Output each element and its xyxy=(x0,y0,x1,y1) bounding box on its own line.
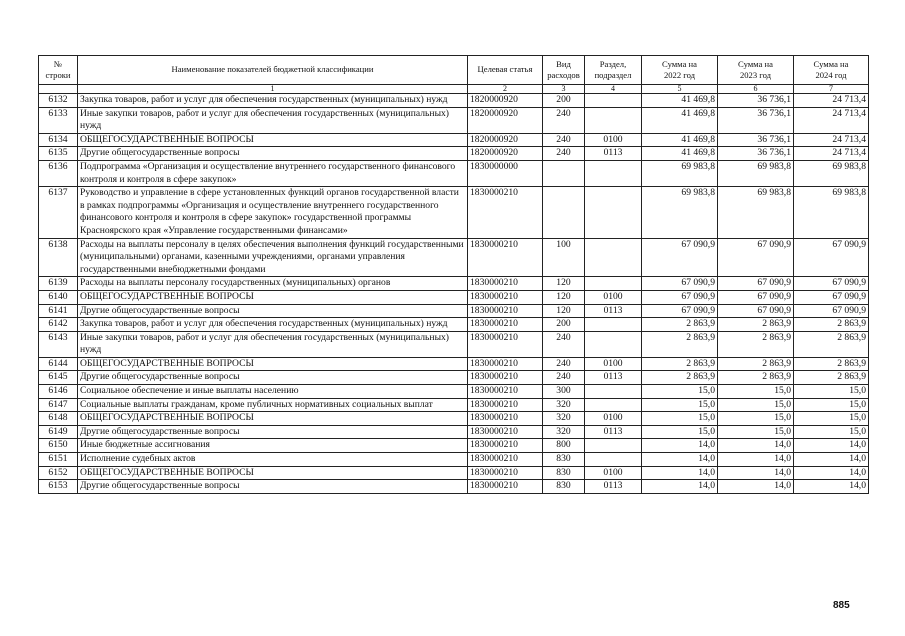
column-index-vid: 3 xyxy=(543,85,585,94)
cell-vid: 120 xyxy=(543,304,585,318)
cell-vid: 200 xyxy=(543,318,585,332)
cell-s2023: 2 863,9 xyxy=(718,331,794,357)
column-header-s2022: Сумма на 2022 год xyxy=(642,56,718,85)
cell-s2023: 2 863,9 xyxy=(718,318,794,332)
cell-s2023: 14,0 xyxy=(718,439,794,453)
cell-code: 1830000210 xyxy=(468,304,543,318)
cell-razdel xyxy=(585,398,642,412)
cell-vid: 240 xyxy=(543,133,585,147)
cell-s2022: 69 983,8 xyxy=(642,187,718,238)
cell-code: 1830000210 xyxy=(468,412,543,426)
cell-s2024: 2 863,9 xyxy=(794,331,869,357)
cell-name: Другие общегосударственные вопросы xyxy=(78,147,468,161)
cell-code: 1830000210 xyxy=(468,439,543,453)
cell-s2024: 14,0 xyxy=(794,466,869,480)
cell-s2022: 41 469,8 xyxy=(642,107,718,133)
page-number: 885 xyxy=(833,600,850,611)
cell-s2022: 15,0 xyxy=(642,412,718,426)
cell-num: 6147 xyxy=(39,398,78,412)
table-row xyxy=(39,480,869,494)
table-row xyxy=(39,290,869,304)
column-index-s2024: 7 xyxy=(794,85,869,94)
cell-s2024: 24 713,4 xyxy=(794,94,869,108)
cell-s2024: 67 090,9 xyxy=(794,290,869,304)
cell-code: 1830000210 xyxy=(468,480,543,494)
cell-s2022: 41 469,8 xyxy=(642,133,718,147)
cell-name: ОБЩЕГОСУДАРСТВЕННЫЕ ВОПРОСЫ xyxy=(78,412,468,426)
cell-vid: 320 xyxy=(543,412,585,426)
cell-vid: 120 xyxy=(543,290,585,304)
cell-num: 6146 xyxy=(39,385,78,399)
table-row xyxy=(39,238,869,277)
cell-vid xyxy=(543,187,585,238)
cell-s2024: 24 713,4 xyxy=(794,133,869,147)
cell-s2023: 69 983,8 xyxy=(718,187,794,238)
cell-s2024: 2 863,9 xyxy=(794,371,869,385)
column-index-num xyxy=(39,85,78,94)
cell-s2023: 2 863,9 xyxy=(718,371,794,385)
cell-num: 6148 xyxy=(39,412,78,426)
cell-num: 6153 xyxy=(39,480,78,494)
cell-razdel: 0100 xyxy=(585,290,642,304)
cell-code: 1830000210 xyxy=(468,385,543,399)
cell-s2022: 14,0 xyxy=(642,453,718,467)
cell-s2022: 14,0 xyxy=(642,480,718,494)
cell-code: 1830000210 xyxy=(468,371,543,385)
cell-name: Иные закупки товаров, работ и услуг для обеспечения государственных (муниципальных) нужд xyxy=(78,331,468,357)
cell-code: 1830000210 xyxy=(468,398,543,412)
cell-name: Исполнение судебных актов xyxy=(78,453,468,467)
cell-num: 6142 xyxy=(39,318,78,332)
budget-table-container xyxy=(38,55,869,494)
cell-code: 1830000210 xyxy=(468,187,543,238)
table-row xyxy=(39,357,869,371)
cell-s2023: 15,0 xyxy=(718,425,794,439)
cell-name: ОБЩЕГОСУДАРСТВЕННЫЕ ВОПРОСЫ xyxy=(78,466,468,480)
cell-num: 6144 xyxy=(39,357,78,371)
cell-razdel xyxy=(585,453,642,467)
table-row xyxy=(39,398,869,412)
cell-s2022: 14,0 xyxy=(642,466,718,480)
column-header-num: № строки xyxy=(39,56,78,85)
cell-code: 1820000920 xyxy=(468,94,543,108)
cell-s2024: 24 713,4 xyxy=(794,107,869,133)
cell-code: 1830000210 xyxy=(468,331,543,357)
cell-s2024: 67 090,9 xyxy=(794,277,869,291)
cell-razdel xyxy=(585,277,642,291)
cell-vid: 830 xyxy=(543,480,585,494)
cell-razdel xyxy=(585,187,642,238)
table-row xyxy=(39,147,869,161)
cell-name: Другие общегосударственные вопросы xyxy=(78,425,468,439)
cell-razdel: 0100 xyxy=(585,412,642,426)
column-header-vid: Вид расходов xyxy=(543,56,585,85)
cell-vid: 240 xyxy=(543,331,585,357)
cell-name: ОБЩЕГОСУДАРСТВЕННЫЕ ВОПРОСЫ xyxy=(78,357,468,371)
cell-razdel xyxy=(585,107,642,133)
header-row xyxy=(39,56,869,85)
cell-s2022: 67 090,9 xyxy=(642,304,718,318)
cell-vid: 200 xyxy=(543,94,585,108)
cell-s2022: 15,0 xyxy=(642,425,718,439)
cell-s2023: 67 090,9 xyxy=(718,290,794,304)
cell-razdel: 0100 xyxy=(585,357,642,371)
cell-vid: 240 xyxy=(543,357,585,371)
cell-s2022: 41 469,8 xyxy=(642,94,718,108)
column-index-name: 1 xyxy=(78,85,468,94)
column-index-razdel: 4 xyxy=(585,85,642,94)
budget-table xyxy=(38,55,869,494)
cell-name: Иные бюджетные ассигнования xyxy=(78,439,468,453)
table-row xyxy=(39,466,869,480)
cell-num: 6143 xyxy=(39,331,78,357)
table-row xyxy=(39,453,869,467)
column-index-code: 2 xyxy=(468,85,543,94)
cell-s2023: 67 090,9 xyxy=(718,238,794,277)
cell-s2023: 36 736,1 xyxy=(718,133,794,147)
cell-code: 1830000210 xyxy=(468,425,543,439)
cell-num: 6140 xyxy=(39,290,78,304)
cell-num: 6132 xyxy=(39,94,78,108)
cell-s2022: 67 090,9 xyxy=(642,290,718,304)
cell-s2022: 14,0 xyxy=(642,439,718,453)
cell-name: Расходы на выплаты персоналу государственных (муниципальных) органов xyxy=(78,277,468,291)
column-header-razdel: Раздел, подраздел xyxy=(585,56,642,85)
cell-num: 6133 xyxy=(39,107,78,133)
cell-razdel xyxy=(585,160,642,186)
cell-s2023: 14,0 xyxy=(718,480,794,494)
cell-name: ОБЩЕГОСУДАРСТВЕННЫЕ ВОПРОСЫ xyxy=(78,133,468,147)
cell-s2024: 69 983,8 xyxy=(794,160,869,186)
cell-s2023: 15,0 xyxy=(718,385,794,399)
table-row xyxy=(39,412,869,426)
cell-num: 6136 xyxy=(39,160,78,186)
table-row xyxy=(39,318,869,332)
cell-code: 1830000000 xyxy=(468,160,543,186)
cell-s2022: 2 863,9 xyxy=(642,371,718,385)
cell-num: 6134 xyxy=(39,133,78,147)
table-row xyxy=(39,94,869,108)
cell-razdel: 0100 xyxy=(585,133,642,147)
cell-s2023: 14,0 xyxy=(718,453,794,467)
cell-razdel: 0113 xyxy=(585,371,642,385)
cell-name: Социальные выплаты гражданам, кроме публичных нормативных социальных выплат xyxy=(78,398,468,412)
cell-name: Закупка товаров, работ и услуг для обеспечения государственных (муниципальных) нужд xyxy=(78,94,468,108)
cell-s2022: 69 983,8 xyxy=(642,160,718,186)
cell-num: 6150 xyxy=(39,439,78,453)
cell-s2023: 14,0 xyxy=(718,466,794,480)
cell-vid: 240 xyxy=(543,147,585,161)
cell-s2022: 67 090,9 xyxy=(642,277,718,291)
cell-razdel xyxy=(585,94,642,108)
cell-s2022: 15,0 xyxy=(642,385,718,399)
cell-s2023: 15,0 xyxy=(718,412,794,426)
cell-s2024: 69 983,8 xyxy=(794,187,869,238)
cell-num: 6145 xyxy=(39,371,78,385)
cell-s2023: 15,0 xyxy=(718,398,794,412)
cell-code: 1830000210 xyxy=(468,318,543,332)
column-header-name: Наименование показателей бюджетной классификации xyxy=(78,56,468,85)
cell-code: 1820000920 xyxy=(468,133,543,147)
cell-name: Подпрограмма «Организация и осуществление внутреннего государственного финансового контроля и контроля в сфере закупок» xyxy=(78,160,468,186)
table-row xyxy=(39,425,869,439)
cell-s2023: 36 736,1 xyxy=(718,94,794,108)
cell-num: 6139 xyxy=(39,277,78,291)
table-row xyxy=(39,187,869,238)
cell-s2024: 67 090,9 xyxy=(794,304,869,318)
cell-s2023: 67 090,9 xyxy=(718,277,794,291)
cell-name: ОБЩЕГОСУДАРСТВЕННЫЕ ВОПРОСЫ xyxy=(78,290,468,304)
cell-name: Иные закупки товаров, работ и услуг для обеспечения государственных (муниципальных) нужд xyxy=(78,107,468,133)
table-row xyxy=(39,371,869,385)
cell-s2022: 41 469,8 xyxy=(642,147,718,161)
cell-s2023: 69 983,8 xyxy=(718,160,794,186)
cell-num: 6138 xyxy=(39,238,78,277)
table-row xyxy=(39,107,869,133)
cell-code: 1830000210 xyxy=(468,238,543,277)
cell-razdel xyxy=(585,331,642,357)
cell-s2023: 36 736,1 xyxy=(718,107,794,133)
cell-s2024: 14,0 xyxy=(794,480,869,494)
cell-s2024: 67 090,9 xyxy=(794,238,869,277)
cell-s2024: 15,0 xyxy=(794,412,869,426)
cell-vid: 320 xyxy=(543,398,585,412)
table-row xyxy=(39,439,869,453)
cell-razdel: 0113 xyxy=(585,147,642,161)
column-header-code: Целевая статья xyxy=(468,56,543,85)
table-row xyxy=(39,160,869,186)
cell-code: 1830000210 xyxy=(468,277,543,291)
column-index-row xyxy=(39,85,869,94)
cell-s2022: 2 863,9 xyxy=(642,318,718,332)
cell-s2023: 67 090,9 xyxy=(718,304,794,318)
cell-razdel xyxy=(585,385,642,399)
cell-razdel xyxy=(585,318,642,332)
cell-s2024: 15,0 xyxy=(794,425,869,439)
cell-vid: 830 xyxy=(543,453,585,467)
cell-razdel xyxy=(585,439,642,453)
cell-code: 1830000210 xyxy=(468,357,543,371)
cell-name: Другие общегосударственные вопросы xyxy=(78,304,468,318)
column-index-s2023: 6 xyxy=(718,85,794,94)
cell-num: 6137 xyxy=(39,187,78,238)
cell-vid: 240 xyxy=(543,371,585,385)
column-header-s2024: Сумма на 2024 год xyxy=(794,56,869,85)
cell-razdel: 0113 xyxy=(585,304,642,318)
cell-num: 6141 xyxy=(39,304,78,318)
cell-name: Закупка товаров, работ и услуг для обеспечения государственных (муниципальных) нужд xyxy=(78,318,468,332)
table-row xyxy=(39,331,869,357)
cell-s2022: 67 090,9 xyxy=(642,238,718,277)
cell-vid: 800 xyxy=(543,439,585,453)
cell-s2024: 24 713,4 xyxy=(794,147,869,161)
cell-s2024: 14,0 xyxy=(794,453,869,467)
cell-code: 1830000210 xyxy=(468,453,543,467)
cell-name: Руководство и управление в сфере установленных функций органов государственной власти в рамках подпрограммы «Организация и осуществление внутреннего государственного финансового контроля и контроля в сфере закупок» государственной программы Красноярского края «Управление государственными финансами» xyxy=(78,187,468,238)
cell-name: Другие общегосударственные вопросы xyxy=(78,480,468,494)
cell-s2024: 14,0 xyxy=(794,439,869,453)
cell-s2022: 15,0 xyxy=(642,398,718,412)
cell-code: 1830000210 xyxy=(468,466,543,480)
cell-s2024: 2 863,9 xyxy=(794,318,869,332)
cell-s2024: 15,0 xyxy=(794,385,869,399)
cell-vid: 100 xyxy=(543,238,585,277)
cell-code: 1820000920 xyxy=(468,107,543,133)
cell-vid xyxy=(543,160,585,186)
table-row xyxy=(39,277,869,291)
cell-vid: 320 xyxy=(543,425,585,439)
cell-code: 1830000210 xyxy=(468,290,543,304)
cell-s2023: 2 863,9 xyxy=(718,357,794,371)
cell-razdel: 0100 xyxy=(585,466,642,480)
column-header-s2023: Сумма на 2023 год xyxy=(718,56,794,85)
table-row xyxy=(39,133,869,147)
cell-num: 6135 xyxy=(39,147,78,161)
cell-s2022: 2 863,9 xyxy=(642,331,718,357)
cell-razdel: 0113 xyxy=(585,425,642,439)
cell-name: Другие общегосударственные вопросы xyxy=(78,371,468,385)
cell-code: 1820000920 xyxy=(468,147,543,161)
cell-vid: 830 xyxy=(543,466,585,480)
cell-vid: 120 xyxy=(543,277,585,291)
cell-num: 6151 xyxy=(39,453,78,467)
cell-num: 6152 xyxy=(39,466,78,480)
cell-s2023: 36 736,1 xyxy=(718,147,794,161)
cell-s2024: 15,0 xyxy=(794,398,869,412)
table-body xyxy=(39,94,869,494)
cell-name: Социальное обеспечение и иные выплаты населению xyxy=(78,385,468,399)
cell-s2024: 2 863,9 xyxy=(794,357,869,371)
cell-name: Расходы на выплаты персоналу в целях обеспечения выполнения функций государственными (муниципальными) органами, казенными учреждениями, органами управления государственными внебюджетными фондами xyxy=(78,238,468,277)
cell-num: 6149 xyxy=(39,425,78,439)
cell-vid: 240 xyxy=(543,107,585,133)
table-row xyxy=(39,304,869,318)
cell-vid: 300 xyxy=(543,385,585,399)
cell-s2022: 2 863,9 xyxy=(642,357,718,371)
cell-razdel: 0113 xyxy=(585,480,642,494)
table-row xyxy=(39,385,869,399)
cell-razdel xyxy=(585,238,642,277)
column-index-s2022: 5 xyxy=(642,85,718,94)
